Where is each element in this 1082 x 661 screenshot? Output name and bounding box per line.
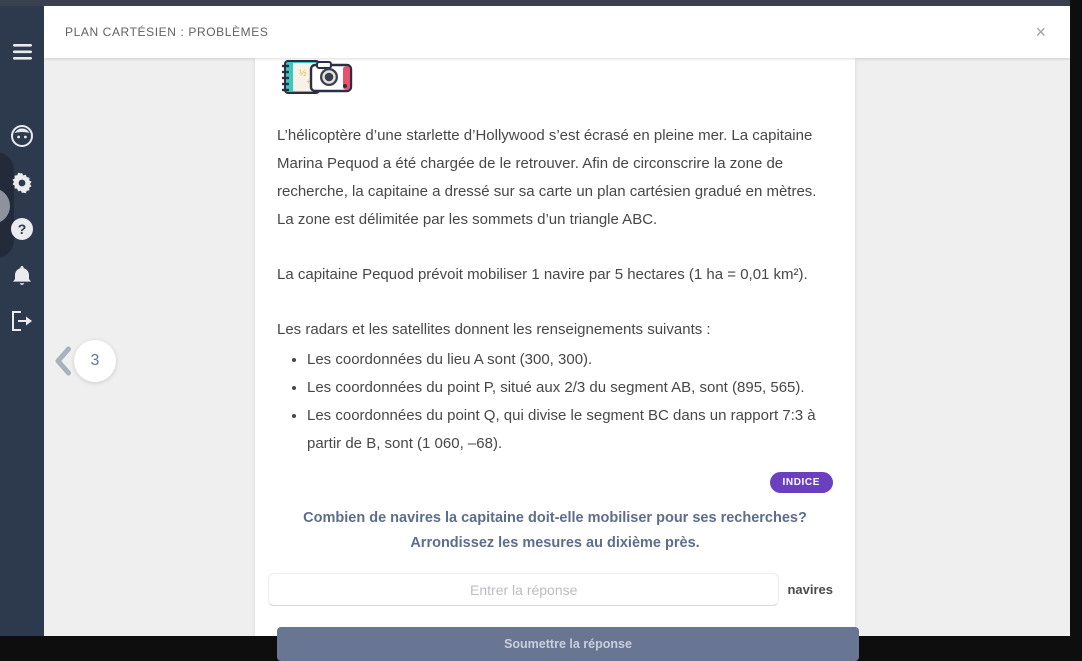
settings-gear-icon[interactable] [0,173,44,193]
problem-card [255,58,855,651]
fact-item-a: • Les coordonnées du lieu A sont (300, 300). [307,346,833,374]
facts-list [307,346,833,458]
activity-title: PLAN CARTÉSIEN : PROBLÈMES [65,25,269,39]
svg-text:+: + [306,77,311,86]
activity-header [44,6,1070,58]
svg-text:?: ? [17,221,27,237]
question-line-2: Arrondissez les mesures au dixième près. [410,535,700,551]
problem-intro: L’hélicoptère d’une starlette d’Hollywood s’est écrasé en pleine mer. La capitaine Marina Pequod a été chargée de le retrouver. Afin de circonscrire la zone de recherche, la capitaine a dressé sur sa carte un plan cartésien gradué en mètres. La zone est délimitée par les sommets d’un triangle ABC. [277,127,817,228]
answer-row [277,573,833,606]
menu-icon[interactable] [0,44,44,60]
window-top-strip [0,0,1070,6]
help-icon[interactable] [0,218,44,240]
question-text [277,506,833,556]
notebook-camera-icon [277,61,357,95]
hint-button[interactable]: INDICE [770,472,834,493]
window-right-strip [1070,0,1082,636]
chevron-left-icon[interactable] [54,347,71,380]
fact-item-p: • Les coordonnées du point P, situé aux 2/3 du segment AB, sont (895, 565). [307,374,833,402]
submit-answer-button[interactable]: Soumettre la réponse [277,627,859,661]
page-number-badge[interactable] [74,340,116,382]
page-number: 3 [90,352,100,369]
notifications-bell-icon[interactable] [0,265,44,287]
answer-unit-label: navires [787,582,833,597]
logout-icon[interactable] [0,311,44,331]
sidebar [0,0,44,636]
close-icon[interactable]: × [1035,22,1046,42]
question-line-1: Combien de navires la capitaine doit-elle mobiliser pour ses recherches? [303,510,807,526]
svg-text:½: ½ [299,68,307,78]
avatar-icon[interactable] [0,125,44,147]
hint-row [277,472,833,493]
answer-input[interactable] [268,573,779,606]
facts-intro: Les radars et les satellites donnent les renseignements suivants : [277,321,711,338]
fact-item-q: • Les coordonnées du point Q, qui divise le segment BC dans un rapport 7:3 à partir de B, sont (1 060, –68). [307,402,833,458]
problem-rate-line: La capitaine Pequod prévoit mobiliser 1 navire par 5 hectares (1 ha = 0,01 km²). [277,266,808,283]
